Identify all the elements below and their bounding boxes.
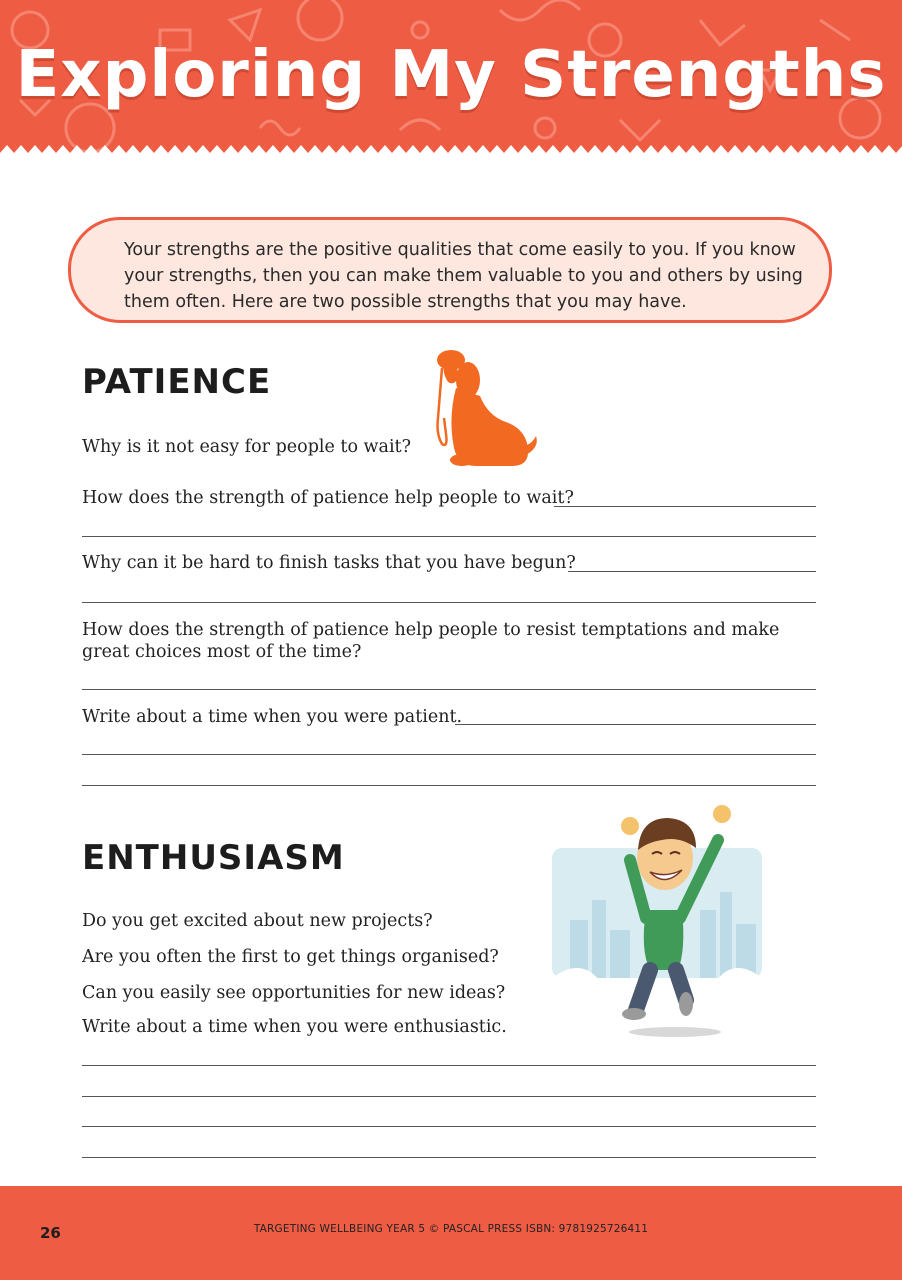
answer-line[interactable]: [82, 785, 816, 786]
answer-line[interactable]: [82, 689, 816, 690]
intro-box: [68, 217, 832, 323]
page-title: Exploring My Strengths: [15, 38, 887, 112]
patience-question-3: Why can it be hard to finish tasks that you have begun?: [82, 553, 576, 573]
dog-illustration: [428, 348, 543, 470]
enthusiasm-question-4: Write about a time when you were enthusiastic.: [82, 1017, 507, 1037]
answer-line[interactable]: [82, 1096, 816, 1097]
enthusiasm-question-2: Are you often the first to get things organised?: [82, 947, 499, 967]
intro-text: Your strengths are the positive qualities that come easily to you. If you know your strengths, then you can make them valuable to you and others by using them often. Here are two possible strengths that you may have.: [124, 240, 803, 312]
answer-line[interactable]: [455, 724, 816, 725]
answer-line[interactable]: [554, 506, 816, 507]
patience-question-5: Write about a time when you were patient.: [82, 707, 463, 727]
enthusiasm-question-1: Do you get excited about new projects?: [82, 911, 433, 931]
answer-line[interactable]: [568, 571, 816, 572]
answer-line[interactable]: [82, 1126, 816, 1127]
enthusiasm-heading: ENTHUSIASM: [82, 838, 345, 878]
answer-line[interactable]: [82, 754, 816, 755]
footer-credit: TARGETING WELLBEING YEAR 5 © PASCAL PRESS ISBN: 9781925726411: [253, 1223, 649, 1235]
answer-line[interactable]: [82, 536, 816, 537]
patience-question-2: How does the strength of patience help people to wait?: [82, 488, 574, 508]
enthusiasm-question-3: Can you easily see opportunities for new ideas?: [82, 983, 506, 1003]
answer-line[interactable]: [82, 1157, 816, 1158]
page-number: 26: [40, 1224, 61, 1242]
patience-question-4: How does the strength of patience help people to resist temptations and make great choices most of the time?: [82, 620, 780, 662]
answer-line[interactable]: [82, 602, 816, 603]
boy-jumping-illustration: [550, 800, 765, 1040]
answer-line[interactable]: [82, 1065, 816, 1066]
patience-heading: PATIENCE: [82, 362, 272, 402]
footer-bar: [0, 1186, 902, 1280]
zigzag-edge: [0, 145, 902, 160]
patience-question-1: Why is it not easy for people to wait?: [82, 437, 411, 457]
header-banner: [0, 0, 902, 160]
